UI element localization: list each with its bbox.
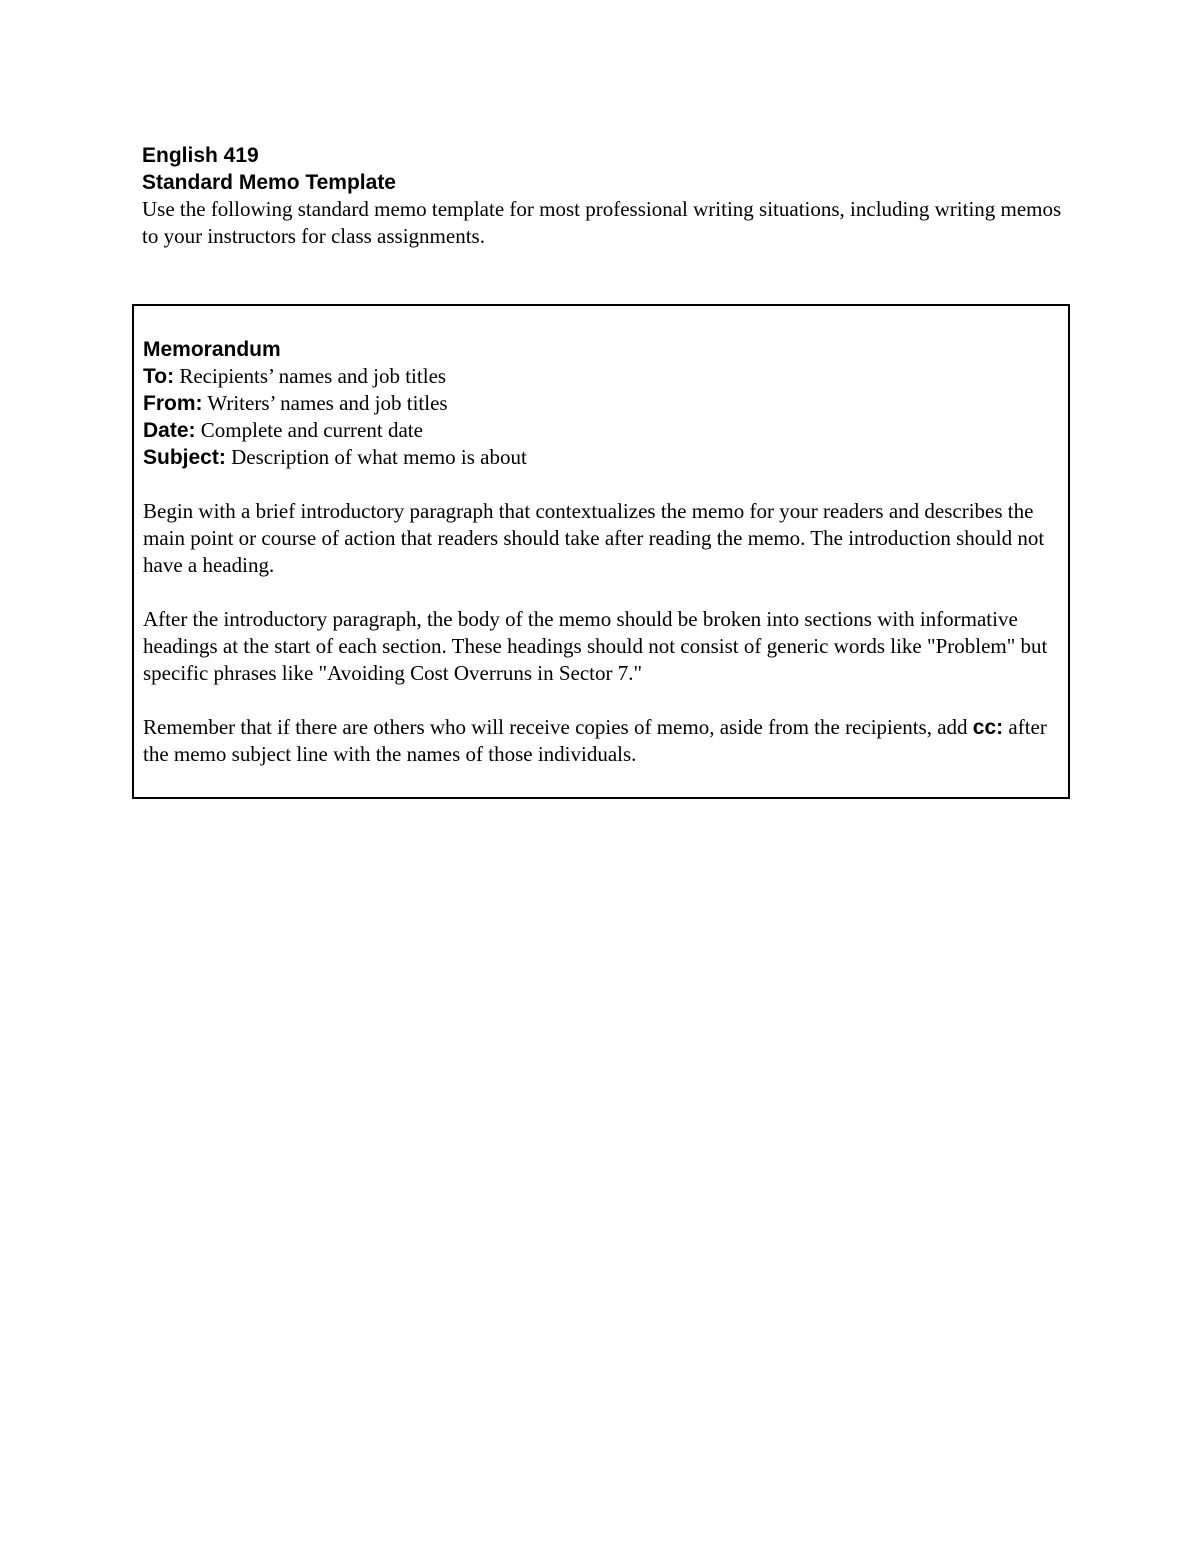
memo-template-box xyxy=(132,304,1070,799)
field-value-subject: Description of what memo is about xyxy=(225,445,527,469)
memo-field-subject xyxy=(143,444,1058,471)
memo-field-to xyxy=(143,363,1058,390)
field-label-to: To: xyxy=(143,365,175,388)
document-header xyxy=(142,142,1072,250)
memo-content xyxy=(143,336,1058,768)
memo-field-date xyxy=(143,417,1058,444)
memo-paragraph-intro: Begin with a brief introductory paragraph that contextualizes the memo for your readers and describes the main point or course of action that readers should take after reading the memo. The introduction should not have a heading. xyxy=(143,499,1045,577)
closing-text-before: Remember that if there are others who will receive copies of memo, aside from the recipients, add xyxy=(143,715,973,739)
field-value-to: Recipients’ names and job titles xyxy=(174,364,447,388)
memo-field-from xyxy=(143,390,1058,417)
document-title: Standard Memo Template xyxy=(142,171,396,194)
intro-text: Use the following standard memo template for most professional writing situations, including writing memos to your instructors for class assignments. xyxy=(142,197,1062,248)
field-label-date: Date: xyxy=(143,419,196,442)
field-value-date: Complete and current date xyxy=(195,418,423,442)
memo-paragraph-closing xyxy=(143,714,1058,768)
memo-paragraph-body: After the introductory paragraph, the body of the memo should be broken into sections with informative headings at the start of each section. These headings should not consist of generic words like "Problem" but specific phrases like "Avoiding Cost Overruns in Sector 7." xyxy=(143,607,1048,685)
closing-text-after: after the memo subject line with the names of those individuals. xyxy=(143,715,1047,766)
field-value-from: Writers’ names and job titles xyxy=(202,391,448,415)
field-label-subject: Subject: xyxy=(143,446,226,469)
field-label-from: From: xyxy=(143,392,203,415)
cc-label: cc: xyxy=(972,716,1004,739)
course-title: English 419 xyxy=(142,144,259,167)
memo-heading: Memorandum xyxy=(143,338,281,361)
